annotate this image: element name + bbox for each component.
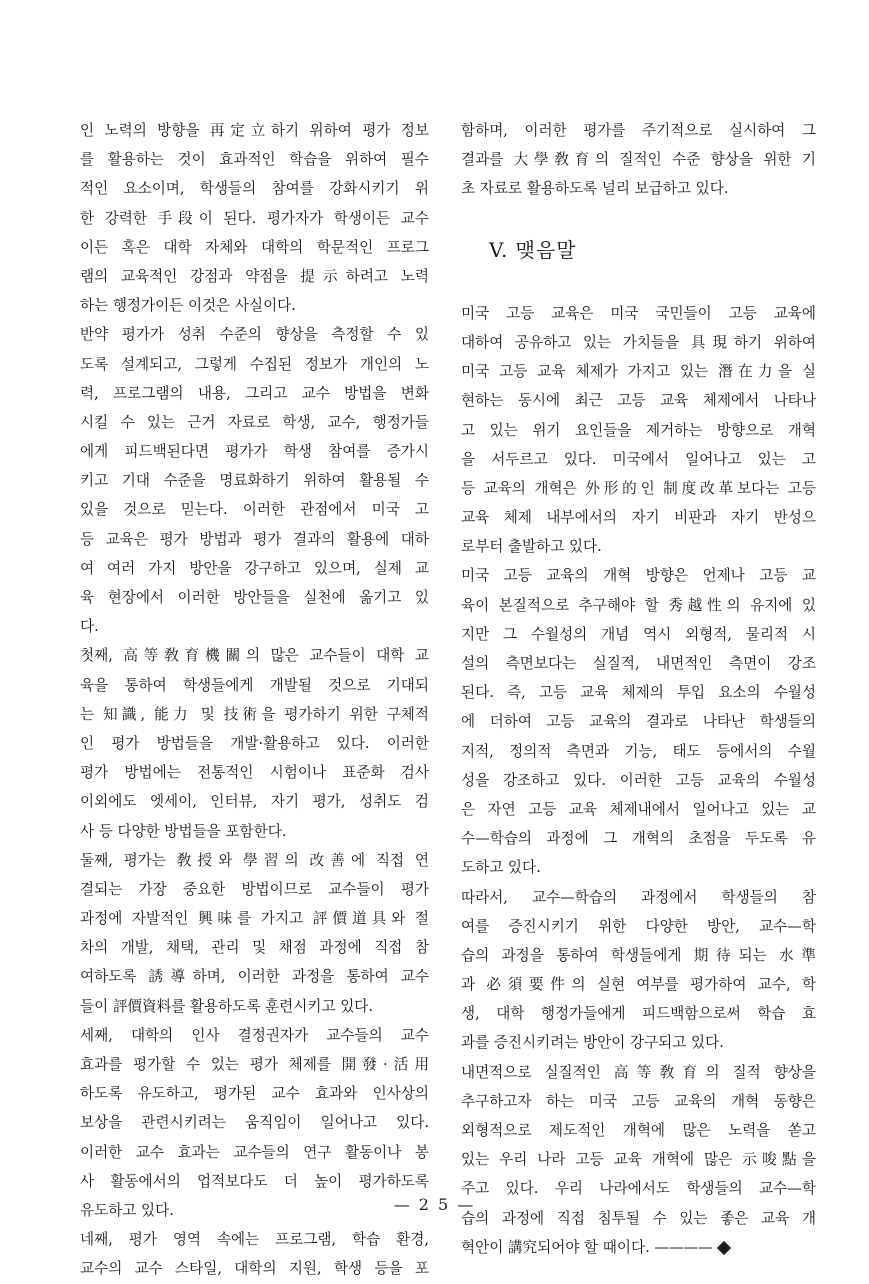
text-line: 는 知識, 能力 및 技術을 평가하기 위한 구체적 [80, 705, 429, 723]
text-line: 육을 통하여 학생들에게 개발될 것으로 기대되 [80, 676, 429, 694]
text-line: 다. [80, 618, 99, 636]
text-line: 결과를 大學敎育의 질적인 수준 향상을 위한 기 [461, 151, 816, 169]
text-line: 미국 고등 교육의 개혁 방향은 언제나 고등 교 [461, 567, 816, 585]
text-line: 미국 고등 교육 체제가 가지고 있는 潛在力을 실 [461, 363, 816, 381]
text-line: 보상을 관련시키려는 움직임이 일어나고 있다. [80, 1114, 429, 1132]
closing-text: 혁안이 講究되어야 할 때이다. ———— [461, 1238, 713, 1256]
text-line: 하도록 유도하고, 평가된 교수 효과와 인사상의 [80, 1085, 429, 1103]
text-line: 교수의 교수 스타일, 대학의 지원, 학생 등을 포 [80, 1260, 429, 1278]
text-line: 과정에 자발적인 興味를 가지고 評價道具와 절 [80, 910, 429, 928]
text-line: 사 등 다양한 방법들을 포함한다. [80, 822, 287, 840]
text-line: 대하여 공유하고 있는 가치들을 具現하기 위하여 [461, 333, 816, 351]
text-line: 성을 강조하고 있다. 이러한 고등 교육의 수월성 [461, 771, 816, 789]
text-line: 을 서두르고 있다. 미국에서 일어나고 있는 고 [461, 450, 816, 468]
text-line: 평가 방법에는 전통적인 시험이나 표준화 검사 [80, 764, 429, 782]
text-line: 등 교육의 개혁은 外形的인 制度改革보다는 고등 [461, 479, 816, 497]
text-line: 도하고 있다. [461, 859, 541, 877]
text-line: 력, 프로그램의 내용, 그리고 교수 방법을 변화 [80, 384, 429, 402]
text-line: 현하는 동시에 최근 고등 교육 체제에서 나타나 [461, 392, 816, 410]
text-line: 여를 증진시키기 위한 다양한 방안, 교수—학 [461, 917, 816, 935]
end-diamond-icon [717, 1241, 731, 1255]
text-line: 주고 있다. 우리 나라에서도 학생들의 교수—학 [461, 1180, 816, 1198]
text-line: 교육 체제 내부에서의 자기 비판과 자기 반성으 [461, 509, 816, 527]
text-line: 세째, 대학의 인사 결정권자가 교수들의 교수 [80, 1026, 429, 1044]
text-line: 여하도록 誘導하며, 이러한 과정을 통하여 교수 [80, 968, 429, 986]
text-line: 과를 증진시키려는 방안이 강구되고 있다. [461, 1034, 724, 1052]
text-line: 지적, 정의적 측면과 기능, 태도 등에서의 수월 [461, 742, 816, 760]
text-line: 유도하고 있다. [80, 1201, 174, 1219]
text-line: 키고 기대 수준을 명료화하기 위하여 활용될 수 [80, 472, 429, 490]
text-line: 인 평가 방법들을 개발·활용하고 있다. 이러한 [80, 734, 429, 752]
text-line: 은 자연 고등 교육 체제내에서 일어나고 있는 교 [461, 800, 816, 818]
text-line: 초 자료로 활용하도록 널리 보급하고 있다. [461, 180, 729, 198]
text-line: 네째, 평가 영역 속에는 프로그램, 학습 환경, [80, 1231, 429, 1249]
text-line: 이러한 교수 효과는 교수들의 연구 활동이나 봉 [80, 1143, 429, 1161]
text-line: 과 必須要件의 실현 여부를 평가하여 교수, 학 [461, 976, 816, 994]
left-column [80, 116, 429, 1284]
text-line: 로부터 출발하고 있다. [461, 538, 602, 556]
text-line: 수—학습의 과정에 그 개혁의 초점을 두도록 유 [461, 830, 816, 848]
text-line: 외형적으로 제도적인 개혁에 많은 노력을 쏟고 [461, 1122, 816, 1139]
text-line: 미국 고등 교육은 미국 국민들이 고등 교육에 [461, 304, 816, 322]
text-line: 된다. 즉, 고등 교육 체제의 투입 요소의 수월성 [461, 684, 816, 702]
page-number: — 2 5 — [393, 1195, 476, 1214]
text-line: 첫째, 高等敎育機關의 많은 교수들이 대학 교 [80, 647, 429, 665]
text-line: 결되는 가장 중요한 방법이므로 교수들이 평가 [80, 880, 429, 898]
text-line: 에게 피드백된다면 평가가 학생 참여를 증가시 [80, 443, 429, 461]
text-line: 램의 교육적인 강점과 약점을 提示하려고 노력 [80, 267, 429, 285]
text-line: 고 있는 위기 요인들을 제거하는 방향으로 개혁 [461, 421, 816, 439]
right-column [461, 116, 816, 1262]
text-line: 들이 評價資料를 활용하도록 훈련시키고 있다. [80, 997, 374, 1015]
text-line: 육 현장에서 이러한 방안들을 실천에 옮기고 있 [80, 589, 429, 606]
text-line: 따라서, 교수—학습의 과정에서 학생들의 참 [461, 888, 816, 906]
text-line: 내면적으로 실질적인 高等敎育의 질적 향상을 [461, 1063, 816, 1081]
text-line: 설의 측면보다는 실질적, 내면적인 측면이 강조 [461, 655, 816, 672]
text-line: 적인 요소이며, 학생들의 참여를 강화시키기 위 [80, 180, 429, 198]
text-line: 있는 우리 나라 고등 교육 개혁에 많은 示唆點을 [461, 1151, 816, 1169]
text-line: 시킬 수 있는 근거 자료로 학생, 교수, 행정가들 [80, 413, 429, 431]
text-line: 지만 그 수월성의 개념 역시 외형적, 물리적 시 [461, 625, 816, 643]
text-line: 등 교육은 평가 방법과 평가 결과의 활용에 대하 [80, 530, 429, 548]
text-line: 도록 설계되고, 그렇게 수집된 정보가 개인의 노 [80, 355, 429, 373]
text-line: 하는 행정가이든 이것은 사실이다. [80, 297, 296, 315]
text-line: 습의 과정에 직접 침투될 수 있는 좋은 교육 개 [461, 1209, 816, 1227]
text-line: 한 강력한 手段이 된다. 평가자가 학생이든 교수 [80, 209, 429, 227]
text-line: 사 활동에서의 업적보다도 더 높이 평가하도록 [80, 1172, 429, 1190]
text-line: 차의 개발, 채택, 관리 및 채점 과정에 직접 참 [80, 939, 429, 957]
text-line: 인 노력의 방향을 再定立하기 위하여 평가 정보 [80, 122, 429, 139]
text-line: 반약 평가가 성취 수준의 향상을 측정할 수 있 [80, 326, 429, 344]
section-heading: V. 맺음말 [489, 237, 577, 262]
text-line: 이든 혹은 대학 자체와 대학의 학문적인 프로그 [80, 238, 429, 256]
text-line: 이외에도 엣세이, 인터뷰, 자기 평가, 성취도 검 [80, 793, 429, 811]
text-line: 습의 과정을 통하여 학생들에게 期待되는 水準 [461, 946, 816, 964]
text-line: 있을 것으로 믿는다. 이러한 관점에서 미국 고 [80, 501, 429, 519]
text-line: 효과를 평가할 수 있는 평가 체제를 開發·活用 [80, 1056, 429, 1073]
text-line: 여 여러 가지 방안을 강구하고 있으며, 실제 교 [80, 559, 429, 577]
text-line: 육이 본질적으로 추구해야 할 秀越性의 유지에 있 [461, 596, 816, 614]
text-line: 생, 대학 행정가들에게 피드백함으로써 학습 효 [461, 1005, 816, 1023]
text-line: 함하며, 이러한 평가를 주기적으로 실시하여 그 [461, 122, 816, 139]
text-line: 둘째, 평가는 敎授와 學習의 改善에 직접 연 [80, 851, 429, 869]
text-line: 를 활용하는 것이 효과적인 학습을 위하여 필수 [80, 151, 429, 169]
text-line: 추구하고자 하는 미국 고등 교육의 개혁 동향은 [461, 1092, 816, 1110]
text-line: 에 더하여 고등 교육의 결과로 나타난 학생들의 [461, 713, 816, 731]
